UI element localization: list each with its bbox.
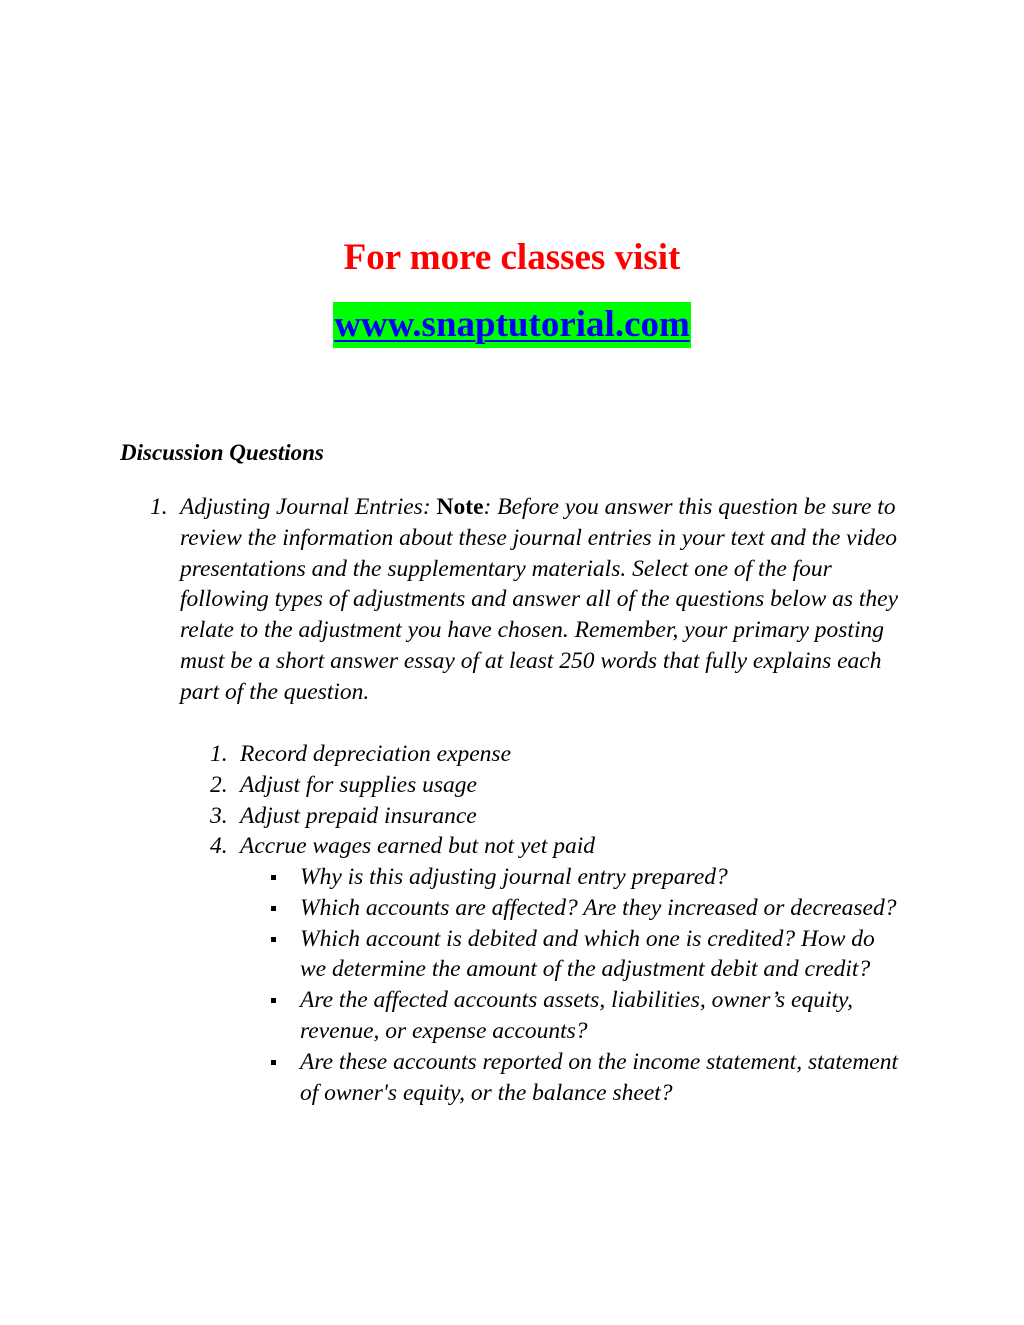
adjustment-label: Accrue wages earned but not yet paid <box>240 833 596 860</box>
adjustment-number: 4. <box>210 833 228 860</box>
adjustment-label: Adjust prepaid insurance <box>240 802 477 829</box>
square-bullet-icon <box>271 937 276 942</box>
adjustment-number: 1. <box>210 741 228 767</box>
sub-question-item <box>300 893 900 924</box>
question-prefix: Adjusting Journal Entries: <box>180 494 437 520</box>
adjustment-label: Adjust for supplies usage <box>240 771 477 798</box>
question-text <box>180 492 910 708</box>
promo-title: For more classes visit <box>343 237 681 278</box>
question-body: : Before you answer this question be sure to review the information about these journal entries in your text and the video presentations and the supplementary materials. Select one of the four following types of adjustments and answer all of the questions below as they relate to the adjustment you have chosen. Remember, your primary posting must be a short answer essay of at least 250 words that fully explains each part of the question. <box>180 494 899 705</box>
website-link[interactable]: www.snaptutorial.com <box>333 302 691 348</box>
sub-question-item <box>300 1047 900 1109</box>
adjustment-list <box>210 739 860 862</box>
square-bullet-icon <box>271 1060 276 1065</box>
adjustment-number: 2. <box>210 771 228 798</box>
sub-question-text: Which account is debited and which one is credited? How do we determine the amount of the adjustment debit and credit? <box>300 925 875 983</box>
question-item <box>150 492 910 708</box>
sub-question-list <box>300 862 900 1108</box>
promo-link-container <box>0 302 1024 348</box>
square-bullet-icon <box>271 998 276 1003</box>
square-bullet-icon <box>271 875 276 880</box>
adjustment-item <box>210 831 860 862</box>
sub-question-text: Which accounts are affected? Are they increased or decreased? <box>300 894 897 921</box>
note-label: Note <box>436 494 484 520</box>
sub-question-text: Why is this adjusting journal entry prepared? <box>300 864 728 890</box>
adjustment-number: 3. <box>210 802 228 829</box>
section-heading: Discussion Questions <box>120 440 324 465</box>
sub-question-item <box>300 924 900 986</box>
adjustment-item <box>210 801 860 832</box>
sub-question-item <box>300 985 900 1047</box>
adjustment-item <box>210 739 860 770</box>
adjustment-item <box>210 770 860 801</box>
question-number: 1. <box>150 494 168 520</box>
sub-question-item <box>300 862 900 893</box>
square-bullet-icon <box>271 906 276 911</box>
sub-question-text: Are the affected accounts assets, liabilities, owner’s equity, revenue, or expense accounts? <box>300 987 854 1044</box>
adjustment-label: Record depreciation expense <box>240 741 512 767</box>
sub-question-text: Are these accounts reported on the income statement, statement of owner's equity, or the balance sheet? <box>300 1048 899 1106</box>
